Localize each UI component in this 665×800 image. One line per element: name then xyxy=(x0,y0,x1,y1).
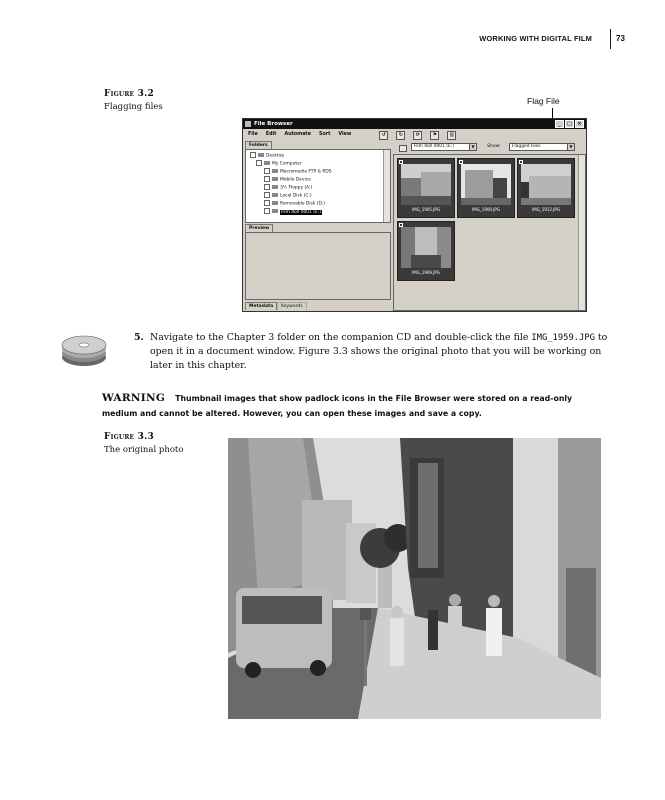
tree-item-removable-disk[interactable]: Removable Disk (D:) xyxy=(264,200,325,208)
thumbnail[interactable] xyxy=(457,158,515,218)
preview-panel xyxy=(245,232,391,300)
minimize-icon[interactable]: _ xyxy=(555,120,564,128)
tree-item-my-computer[interactable]: My Computer xyxy=(256,160,302,168)
tab-preview[interactable]: Preview xyxy=(245,224,273,232)
menu-bar xyxy=(243,129,586,141)
companion-cd-icon xyxy=(60,330,108,368)
thumbnail[interactable] xyxy=(517,158,575,218)
thumbnail-image xyxy=(461,164,511,205)
menu-sort[interactable]: Sort xyxy=(318,132,331,137)
menu-automate[interactable]: Automate xyxy=(284,132,311,137)
flag-file-callout: Flag File xyxy=(527,96,560,106)
thumbnail-image xyxy=(401,164,451,205)
rotate-ccw-icon[interactable]: ↺ xyxy=(379,131,388,140)
header-divider xyxy=(610,29,611,49)
step-number: 5. xyxy=(134,332,144,343)
thumbnail-filename: IMG_1905.JPG xyxy=(412,207,440,212)
tree-item-mobile-device[interactable]: Mobile Device xyxy=(264,176,311,184)
up-folder-icon[interactable] xyxy=(399,145,407,152)
thumbnail-pane xyxy=(393,154,586,311)
tab-folders[interactable]: Folders xyxy=(245,141,272,149)
rotate-cw-icon[interactable]: ↻ xyxy=(396,131,405,140)
tab-keywords[interactable]: Keywords xyxy=(277,302,307,310)
thumbnail-image xyxy=(521,164,571,205)
menu-view[interactable]: View xyxy=(338,132,352,137)
file-browser-screenshot xyxy=(242,118,587,312)
figure-3-3-caption: The original photo xyxy=(104,445,184,455)
close-icon[interactable]: × xyxy=(575,120,584,128)
window-title: File Browser xyxy=(254,121,293,127)
tree-item-film-roll[interactable]: Film Roll 0001 (E:) xyxy=(264,208,322,216)
thumbnail[interactable] xyxy=(397,158,455,218)
step-text: Navigate to the Chapter 3 folder on the companion CD and double-click the file IMG_1959.JPG to open it in a document window. Figure 3.3 shows the original photo that you will be working on later in this chapter. xyxy=(150,332,608,372)
thumbnail-filename: IMG_1900.JPG xyxy=(472,207,500,212)
window-titlebar xyxy=(243,119,586,129)
warning-label: WARNING xyxy=(102,392,166,404)
step-5 xyxy=(134,331,608,374)
original-photo xyxy=(228,438,601,719)
figure-3-2-caption: Flagging files xyxy=(104,102,163,112)
tree-item-floppy[interactable]: 3½ Floppy (A:) xyxy=(264,184,312,192)
refresh-icon[interactable]: ⟳ xyxy=(413,131,422,140)
menu-edit[interactable]: Edit xyxy=(265,132,277,137)
show-dropdown[interactable]: Flagged Files ▼ xyxy=(509,143,575,151)
figure-3-3-label: Figure 3.3 xyxy=(104,432,154,442)
running-header-title: WORKING WITH DIGITAL FILM xyxy=(479,34,592,43)
folder-dropdown[interactable]: Film Roll 0001 (E:) ▼ xyxy=(411,143,477,151)
thumbnail-filename: IMG_1909.JPG xyxy=(412,270,440,275)
thumbnail-filename: IMG_1912.JPG xyxy=(532,207,560,212)
delete-icon[interactable]: ▥ xyxy=(447,131,456,140)
warning-block xyxy=(102,391,596,421)
thumbnail[interactable] xyxy=(397,221,455,281)
figure-3-2-label: Figure 3.2 xyxy=(104,89,154,99)
page-number: 73 xyxy=(616,34,625,43)
tree-item-local-disk[interactable]: Local Disk (C:) xyxy=(264,192,312,200)
step-filename: IMG_1959.JPG xyxy=(531,333,595,343)
menu-file[interactable]: File xyxy=(248,132,258,137)
show-label: Show: xyxy=(487,144,501,149)
app-icon xyxy=(245,121,251,127)
warning-text: Thumbnail images that show padlock icons in the File Browser were stored on a read-only medium and cannot be altered. However, you can open these images and save a copy. xyxy=(102,394,573,418)
thumbnail-scrollbar[interactable] xyxy=(578,155,585,310)
folders-panel xyxy=(245,149,391,223)
tree-item-desktop[interactable]: Desktop xyxy=(250,152,284,160)
maximize-icon[interactable]: □ xyxy=(565,120,574,128)
folders-scrollbar[interactable] xyxy=(383,150,390,222)
thumbnail-image xyxy=(401,227,451,268)
flag-file-icon[interactable]: ⚑ xyxy=(430,131,439,140)
tab-metadata[interactable]: Metadata xyxy=(245,302,277,310)
tree-item-macromedia[interactable]: Macromedia FTP & RDS xyxy=(264,168,332,176)
